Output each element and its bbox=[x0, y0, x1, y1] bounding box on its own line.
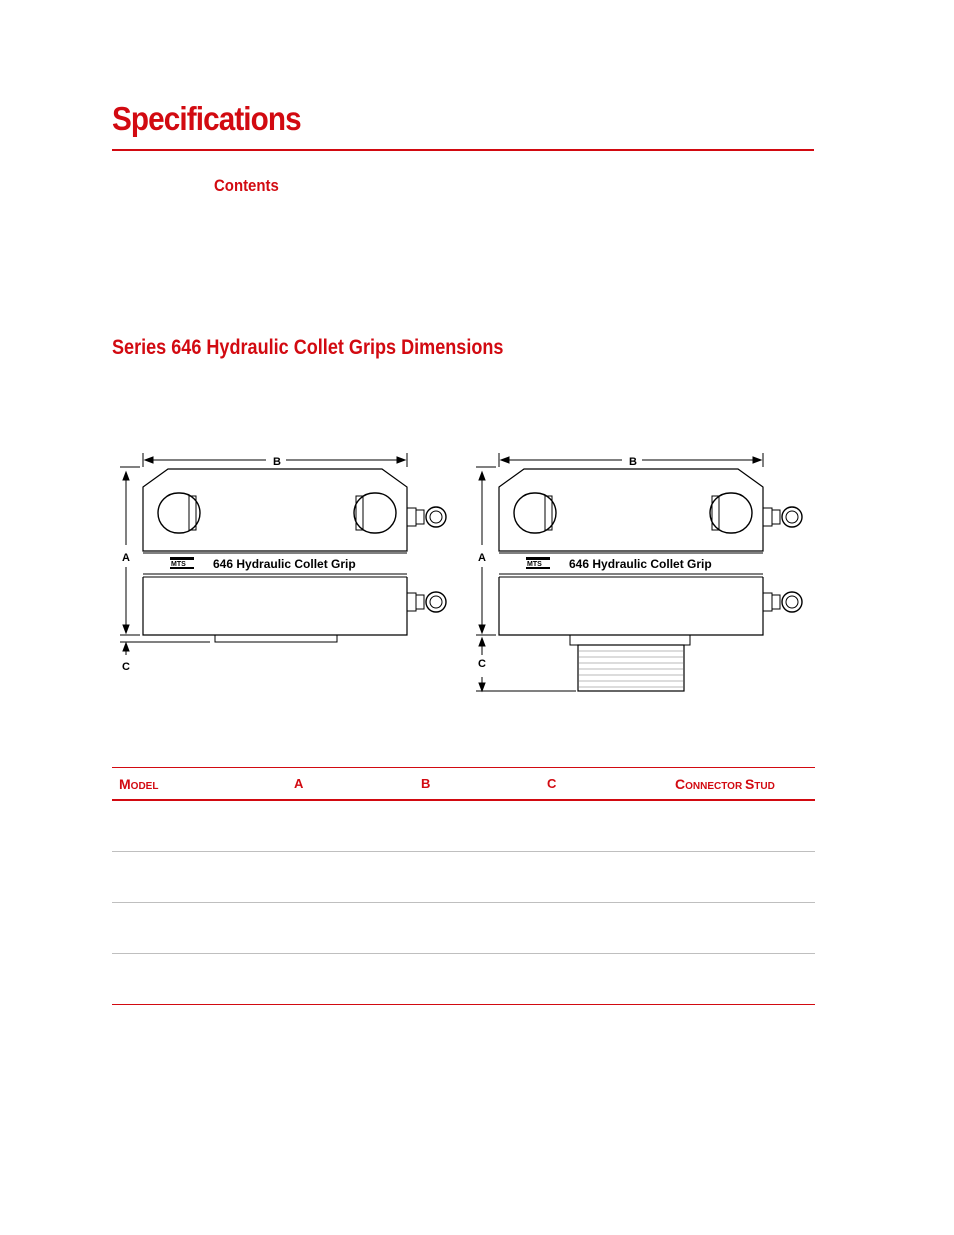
section-heading: Series 646 Hydraulic Collet Grips Dimensions bbox=[112, 336, 504, 359]
column-header-connector-stud: CONNECTOR STUD bbox=[675, 776, 775, 792]
column-header-c: C bbox=[547, 776, 557, 791]
column-header-model: MODEL bbox=[119, 776, 159, 792]
table-row bbox=[112, 801, 815, 852]
dimension-label-c: C bbox=[478, 658, 486, 670]
table-row bbox=[112, 903, 815, 954]
dimension-label-b: B bbox=[273, 456, 281, 468]
grip-drawing-threaded-stud bbox=[466, 445, 826, 705]
dimension-label-c: C bbox=[122, 661, 130, 673]
product-label: 646 Hydraulic Collet Grip bbox=[569, 557, 712, 571]
dimension-label-a: A bbox=[478, 552, 486, 564]
title-rule bbox=[112, 149, 814, 151]
mts-logo: MTS bbox=[171, 561, 186, 568]
column-header-a: A bbox=[294, 776, 304, 791]
table-header bbox=[112, 767, 815, 801]
mts-logo: MTS bbox=[527, 561, 542, 568]
page-title: Specifications bbox=[112, 100, 301, 137]
dimensions-table bbox=[112, 767, 815, 1005]
grip-drawing-flat-base bbox=[110, 445, 470, 705]
product-label: 646 Hydraulic Collet Grip bbox=[213, 557, 356, 571]
contents-label: Contents bbox=[214, 176, 279, 195]
table-row bbox=[112, 954, 815, 1005]
column-header-b: B bbox=[421, 776, 431, 791]
dimension-label-b: B bbox=[629, 456, 637, 468]
dimension-label-a: A bbox=[122, 552, 130, 564]
table-row bbox=[112, 852, 815, 903]
